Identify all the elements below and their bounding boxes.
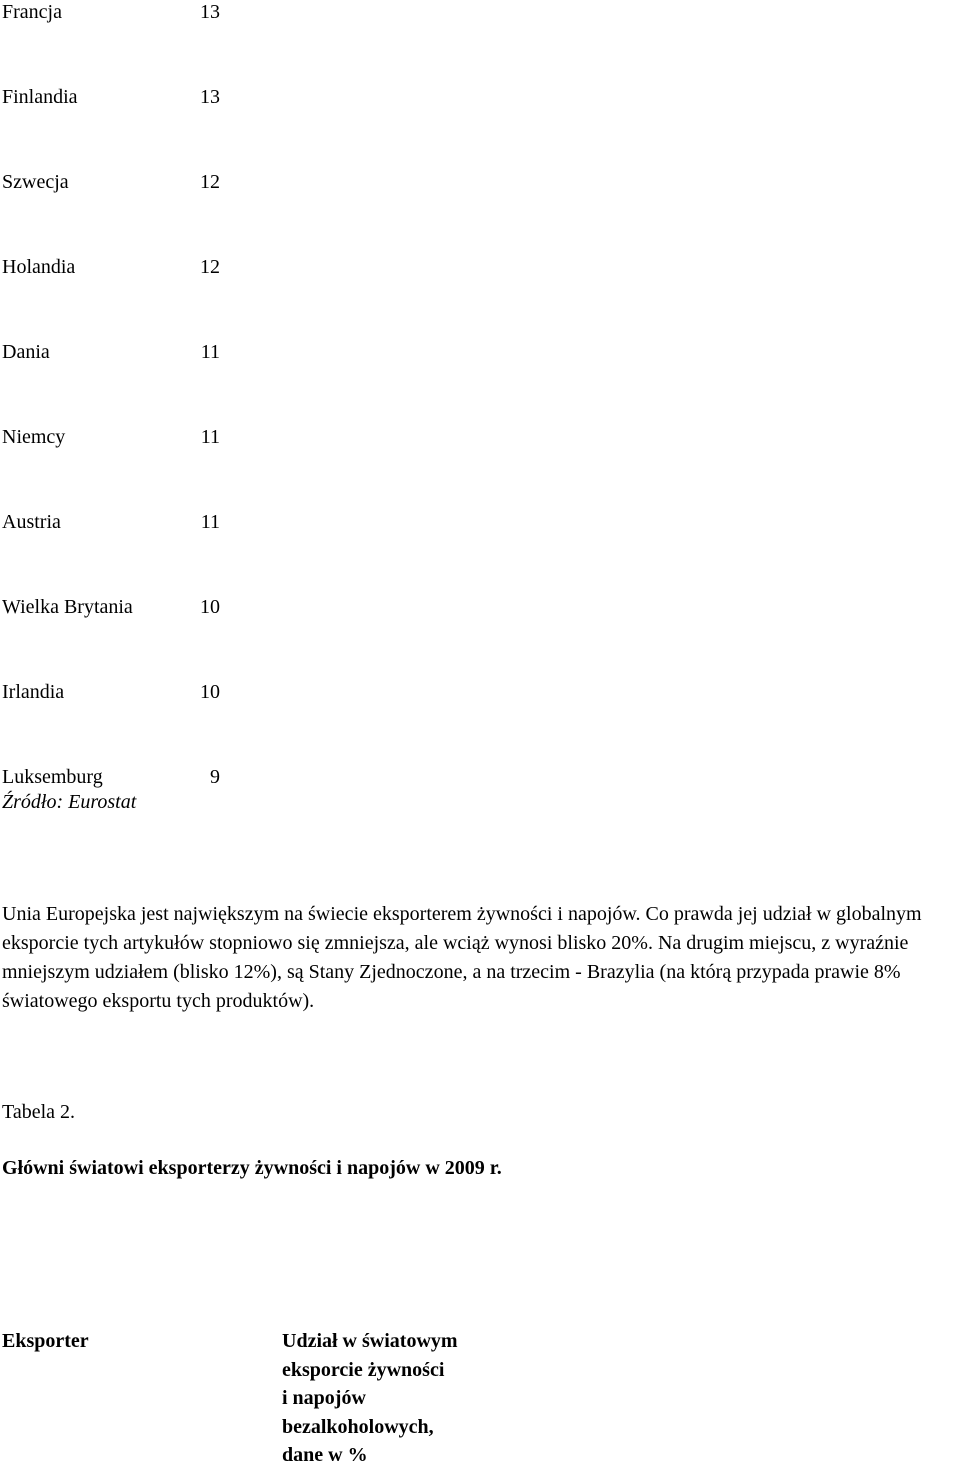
country-name: Szwecja	[2, 171, 69, 193]
country-value: 12	[200, 256, 220, 278]
body-paragraph: Unia Europejska jest największym na świecie eksporterem żywności i napojów. Co prawda jej udział w globalnym eksporcie tych artykułów stopniowo się zmniejsza, ale wciąż wynosi blisko 20%. Na drugim miejscu, z wyraźnie mniejszym udziałem (blisko 12%), są Stany Zjednoczone, a na trzecim - Brazylia (na którą przypada prawie 8% światowego eksportu tych produktów).	[2, 903, 922, 1012]
header-line: eksporcie żywności	[282, 1358, 445, 1381]
country-value: 11	[200, 426, 220, 448]
table-title: Główni światowi eksporterzy żywności i napojów w 2009 r.	[2, 1157, 502, 1179]
country-name: Finlandia	[2, 86, 78, 108]
country-name: Niemcy	[2, 426, 66, 448]
country-name: Holandia	[2, 256, 76, 278]
source-note: Źródło: Eurostat	[2, 791, 137, 813]
country-name: Luksemburg	[2, 766, 103, 788]
column-header-share	[282, 1327, 492, 1470]
country-name: Dania	[2, 341, 50, 363]
country-value: 11	[200, 511, 220, 533]
country-value: 12	[200, 171, 220, 193]
country-name: Francja	[2, 1, 62, 23]
table-label: Tabela 2.	[2, 1101, 76, 1123]
country-value: 13	[200, 86, 220, 108]
country-value: 11	[200, 341, 220, 363]
country-value: 10	[200, 596, 220, 618]
header-line: bezalkoholowych,	[282, 1415, 434, 1438]
header-line: i napojów	[282, 1387, 366, 1409]
header-line: dane w %	[282, 1444, 368, 1466]
header-line: Udział w światowym	[282, 1330, 458, 1352]
column-header-exporter: Eksporter	[2, 1330, 89, 1352]
country-value: 13	[200, 1, 220, 23]
country-value: 9	[210, 766, 220, 788]
country-name: Wielka Brytania	[2, 596, 133, 618]
country-value: 10	[200, 681, 220, 703]
country-name: Austria	[2, 511, 61, 533]
country-name: Irlandia	[2, 681, 65, 703]
